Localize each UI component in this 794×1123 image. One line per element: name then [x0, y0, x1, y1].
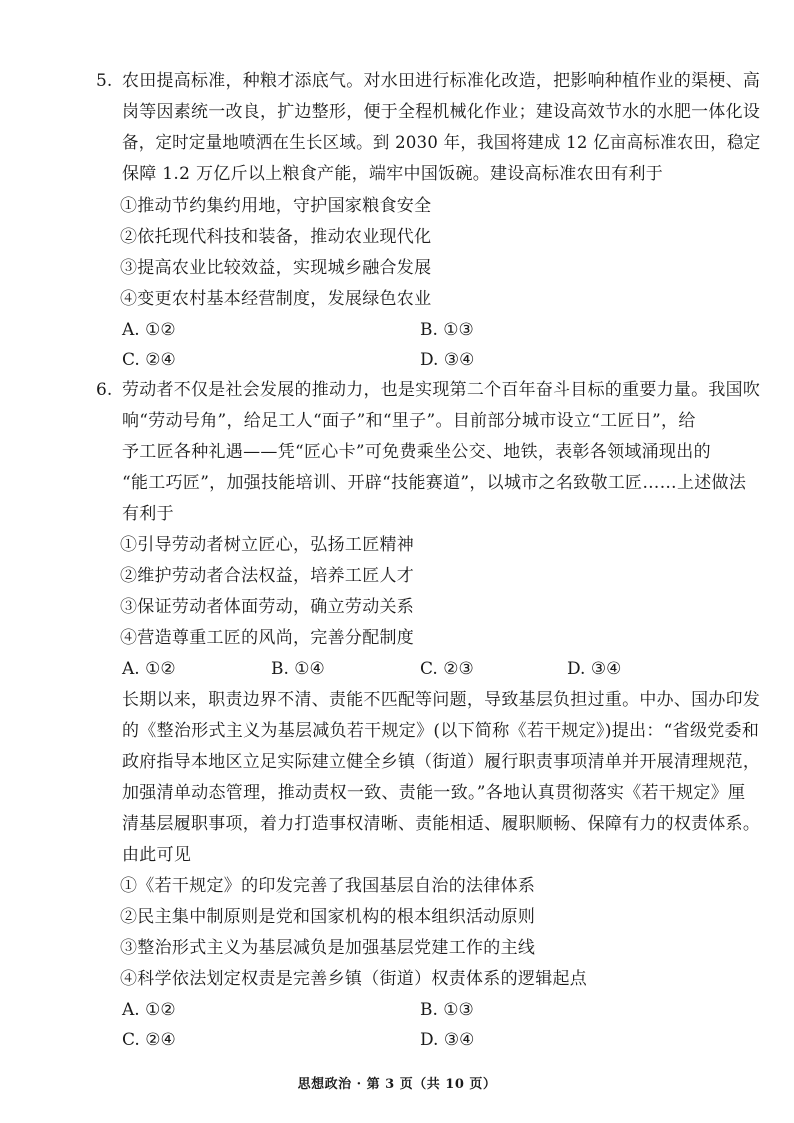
statement: ④变更农村基本经营制度，发展绿色农业	[120, 289, 432, 309]
question-stem-line: 岗等因素统一改良，扩边整形，便于全程机械化作业；建设高效节水的水肥一体化设	[122, 102, 761, 122]
question-stem-line: 劳动者不仅是社会发展的推动力，也是实现第二个百年奋斗目标的重要力量。我国吹	[122, 380, 761, 400]
option-a[interactable]: A. ①②	[122, 659, 176, 679]
option-c[interactable]: C. ②④	[122, 350, 176, 370]
question-stem-line: 的《整治形式主义为基层减负若干规定》(以下简称《若干规定》)提出：“省级党委和	[122, 721, 760, 741]
statement: ①推动节约集约用地，守护国家粮食安全	[120, 196, 432, 216]
option-d[interactable]: D. ③④	[567, 659, 622, 679]
question-stem-line: 予工匠各种礼遇——凭“匠心卡”可免费乘坐公交、地铁，表彰各领域涌现出的	[122, 442, 711, 462]
statement: ④营造尊重工匠的风尚，完善分配制度	[120, 628, 415, 648]
statement: ②依托现代科技和装备，推动农业现代化	[120, 227, 432, 247]
option-c[interactable]: C. ②④	[122, 1030, 176, 1050]
question-number: 5.	[96, 71, 113, 91]
statement: ②民主集中制原则是党和国家机构的根本组织活动原则	[120, 907, 536, 927]
question-stem-line: 备，定时定量地喷洒在生长区域。到 2030 年，我国将建成 12 亿亩高标准农田，稳定	[122, 133, 761, 153]
question-stem-line: 政府指导本地区立足实际建立健全乡镇（街道）履行职责事项清单并开展清理规范，	[122, 752, 761, 772]
question-stem-line: “能工巧匠”，加强技能培训、开辟“技能赛道”，以城市之名致敬工匠……上述做法	[122, 473, 747, 493]
question-stem-line: 长期以来，职责边界不清、责能不匹配等问题，导致基层负担过重。中办、国办印发	[122, 690, 761, 710]
option-b[interactable]: B. ①③	[420, 1000, 474, 1020]
question-stem-line: 加强清单动态管理，推动责权一致、责能一致。”各地认真贯彻落实《若干规定》厘	[122, 783, 746, 803]
statement: ②维护劳动者合法权益，培养工匠人才	[120, 566, 415, 586]
statement: ③提高农业比较效益，实现城乡融合发展	[120, 258, 432, 278]
question-stem-line: 由此可见	[122, 845, 192, 865]
statement: ③整治形式主义为基层减负是加强基层党建工作的主线	[120, 938, 536, 958]
option-c[interactable]: C. ②③	[420, 659, 474, 679]
statement: ①《若干规定》的印发完善了我国基层自治的法律体系	[120, 876, 536, 896]
statement: ①引导劳动者树立匠心，弘扬工匠精神	[120, 535, 415, 555]
option-a[interactable]: A. ①②	[122, 1000, 176, 1020]
statement: ③保证劳动者体面劳动，确立劳动关系	[120, 597, 415, 617]
option-b[interactable]: B. ①④	[271, 659, 325, 679]
question-stem-line: 保障 1.2 万亿斤以上粮食产能，端牢中国饭碗。建设高标准农田有利于	[122, 164, 664, 184]
option-b[interactable]: B. ①③	[420, 320, 474, 340]
page-footer: 思想政治 · 第 3 页（共 10 页）	[297, 1077, 497, 1092]
question-stem-line: 农田提高标准，种粮才添底气。对水田进行标准化改造，把影响种植作业的渠梗、高	[122, 71, 761, 91]
question-number: 6.	[96, 380, 113, 400]
question-stem-line: 有利于	[122, 504, 174, 524]
option-d[interactable]: D. ③④	[420, 350, 475, 370]
question-stem-line: 响“劳动号角”，给足工人“面子”和“里子”。目前部分城市设立“工匠日”，给	[122, 411, 696, 431]
question-stem-line: 清基层履职事项，着力打造事权清晰、责能相适、履职顺畅、保障有力的权责体系。	[122, 814, 761, 834]
option-d[interactable]: D. ③④	[420, 1030, 475, 1050]
statement: ④科学依法划定权责是完善乡镇（街道）权责体系的逻辑起点	[120, 969, 588, 989]
option-a[interactable]: A. ①②	[122, 320, 176, 340]
